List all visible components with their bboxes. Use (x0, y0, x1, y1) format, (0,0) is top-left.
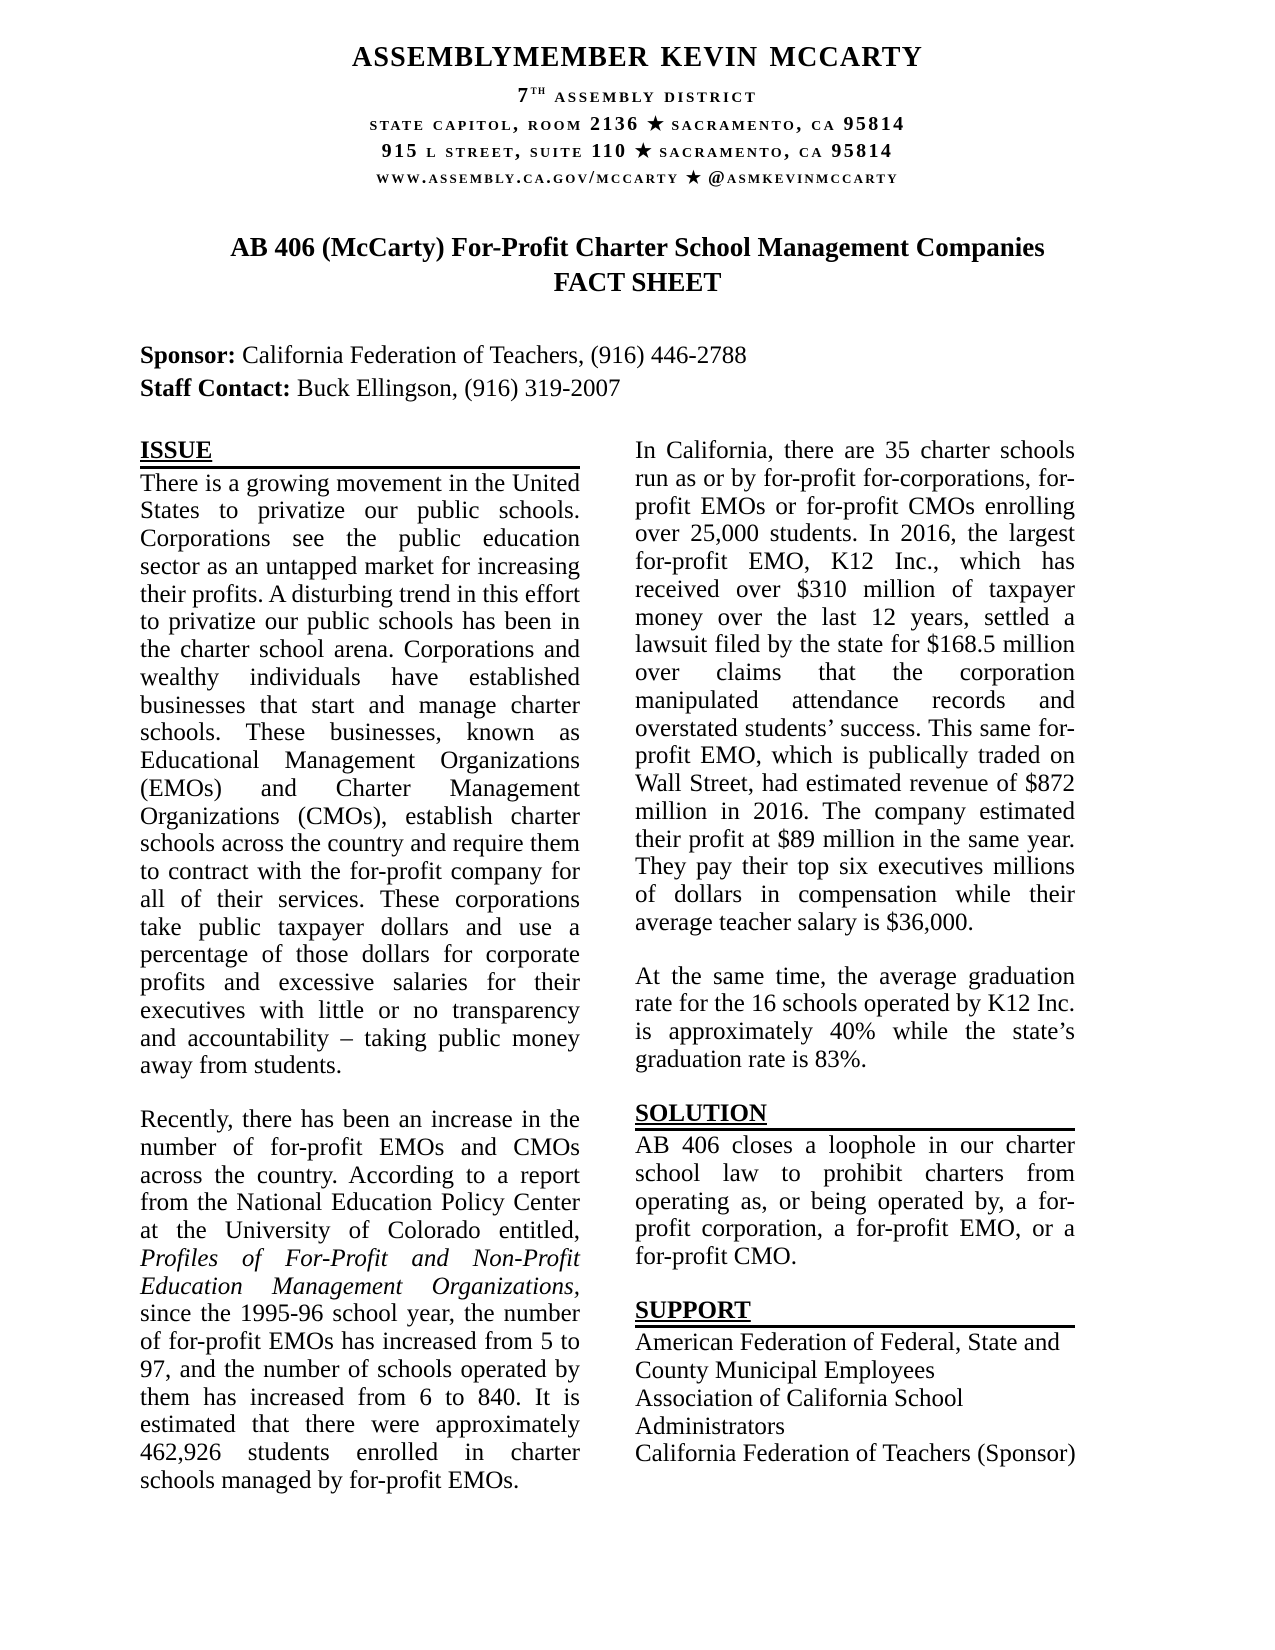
support-list (635, 1329, 1075, 1468)
left-column (140, 437, 580, 1495)
body-columns (140, 437, 1135, 1495)
report-title-italic: Profiles of For-Profit and Non-Profit Education Management Organizations, (140, 1244, 580, 1300)
star-icon: ★ (646, 114, 665, 135)
section-heading-support (635, 1297, 1075, 1329)
bill-title-line1: AB 406 (McCarty) For-Profit Charter School Management Companies (230, 232, 1045, 262)
capitol-address: state capitol, room 2136 (369, 113, 640, 135)
star-icon: ★ (634, 141, 652, 162)
sponsor-value: California Federation of Teachers, (916) 446-2788 (235, 342, 747, 370)
california-stats-paragraph: In California, there are 35 charter schools run as or by for-profit for-corporations, for-profit EMOs or for-profit CMOs enrolling over 25,000 students. In 2016, the largest for-profit EMO, K12 Inc., which has received over $310 million of taxpayer money over the last 12 years, settled a lawsuit filed by the state for $168.5 million over claims that the corporation manipulated attendance records and overstated students’ success. This same for-profit EMO, which is publically traded on Wall Street, had estimated revenue of $872 million in 2016. The company estimated their profit at $89 million in the same year. They pay their top six executives millions of dollars in compensation while their average teacher salary is $36,000. (635, 437, 1075, 936)
district-office-city: sacramento, ca 95814 (659, 140, 894, 162)
social-handle[interactable]: @asmkevinmccarty (707, 167, 899, 187)
district-number: 7 (517, 83, 531, 107)
support-heading-text: SUPPORT (635, 1296, 751, 1324)
district-ordinal: th (530, 82, 547, 97)
solution-paragraph: AB 406 closes a loophole in our charter school law to prohibit charters from operating as, or being operated by, a for-profit corporation, a for-profit EMO, or a for-profit CMO. (635, 1132, 1075, 1271)
graduation-rate-paragraph: At the same time, the average graduation rate for the 16 schools operated by K12 Inc. is approximately 40% while the state’s graduation rate is 83%. (635, 962, 1075, 1073)
web-line (140, 167, 1135, 188)
list-item: Administrators (635, 1412, 785, 1440)
right-column (635, 437, 1075, 1495)
staff-contact-value: Buck Ellingson, (916) 319-2007 (290, 375, 621, 403)
section-heading-solution (635, 1100, 1075, 1132)
solution-heading-text: SOLUTION (635, 1099, 767, 1127)
district-line (140, 82, 1135, 108)
star-icon: ★ (685, 168, 702, 187)
issue-paragraph-2 (140, 1106, 580, 1495)
bill-title-line2: FACT SHEET (553, 266, 722, 297)
district-suffix: assembly district (546, 83, 758, 107)
contact-block (140, 339, 1135, 405)
staff-contact-label: Staff Contact: (140, 375, 291, 403)
issue-p2-part-b: since the 1995-96 school year, the number of for-profit EMOs has increased from 5 to 97, and the number of schools operated by them has increased from 6 to 840. It is estimated that there were approximately 462,926 students enrolled in charter schools managed by for-profit EMOs. (140, 1300, 580, 1494)
list-item: County Municipal Employees (635, 1357, 935, 1385)
address-line-district-office (140, 140, 1135, 163)
capitol-city: sacramento, ca 95814 (671, 113, 906, 135)
section-heading-issue (140, 437, 580, 469)
website-url[interactable]: www.assembly.ca.gov/mccarty (376, 167, 680, 187)
issue-p2-part-a: Recently, there has been an increase in the number of for-profit EMOs and CMOs across the country. According to a report from the National Education Policy Center at the University of Colorado entitled, (140, 1106, 580, 1245)
issue-paragraph-1: There is a growing movement in the United States to privatize our public schools. Corporations see the public education sector as an untapped market for increasing their profits. A disturbing trend in this effort to privatize our public schools has been in the charter school arena. Corporations and wealthy individuals have established businesses that start and manage charter schools. These businesses, known as Educational Management Organizations (EMOs) and Charter Management Organizations (CMOs), establish charter schools across the country and require them to contract with the for-profit company for all of their services. These corporations take public taxpayer dollars and use a percentage of those dollars for corporate profits and excessive salaries for their executives with little or no transparency and accountability – taking public money away from students. (140, 469, 580, 1080)
address-line-capitol (140, 113, 1135, 136)
sponsor-label: Sponsor: (140, 342, 236, 370)
district-office-address: 915 l street, suite 110 (381, 140, 628, 162)
issue-heading-text: ISSUE (140, 437, 213, 465)
list-item: American Federation of Federal, State and (635, 1329, 1060, 1357)
page-title (140, 230, 1135, 299)
list-item: California Federation of Teachers (Sponsor) (635, 1440, 1076, 1468)
list-item: Association of California School (635, 1384, 964, 1412)
sponsor-line (140, 339, 1135, 372)
letterhead (140, 30, 1135, 188)
staff-contact-line (140, 372, 1135, 405)
assemblymember-name: assemblymember kevin mccarty (351, 30, 924, 75)
